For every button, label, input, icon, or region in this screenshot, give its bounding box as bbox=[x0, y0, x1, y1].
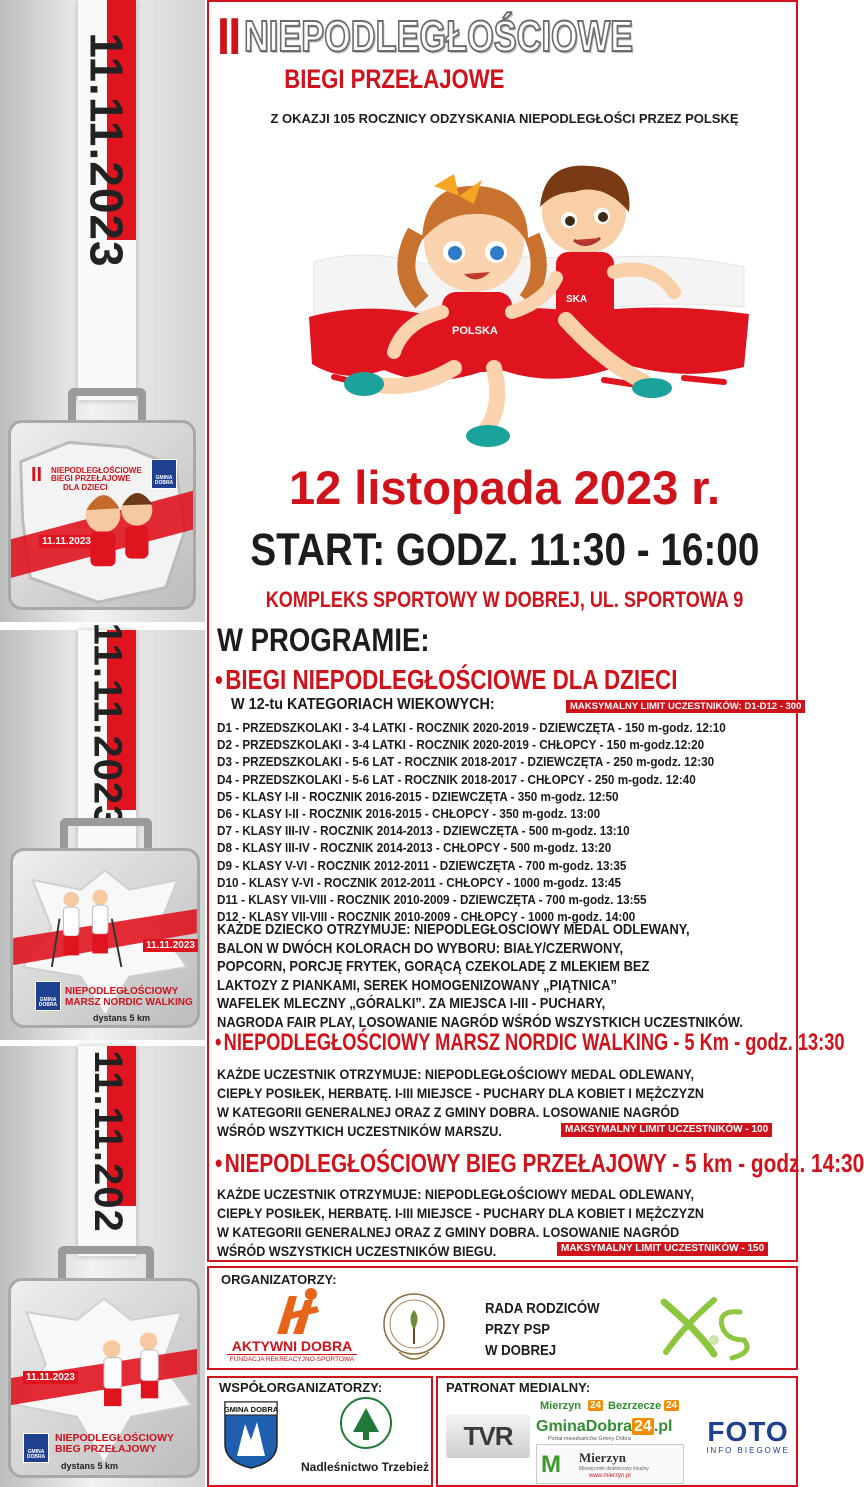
bullet-icon: • bbox=[215, 1148, 223, 1178]
coorganizers-box bbox=[207, 1376, 433, 1487]
svg-text:GMINA DOBRA: GMINA DOBRA bbox=[223, 1405, 279, 1414]
list-item: D11 - KLASY VII-VIII - ROCZNIK 2010-2009 - DZIEWCZĘTA - 700 m-godz. 13:55 bbox=[217, 892, 647, 908]
gmina-crest-icon: GMINA DOBRA bbox=[151, 459, 177, 489]
list-item: D4 - PRZEDSZKOLAKI - 5-6 LAT - ROCZNIK 2018-2017 - CHŁOPCY - 250 m-godz. 12:40 bbox=[217, 771, 696, 787]
aktywni-subtitle: FUNDACJA REKREACYJNO-SPORTOWA bbox=[227, 1354, 357, 1363]
parents-council: RADA RODZICÓW PRZY PSP W DOBREJ bbox=[485, 1300, 600, 1359]
list-item: D12 - KLASY VII-VIII - ROCZNIK 2010-2009 - CHŁOPCY - 1000 m-godz. 14:00 bbox=[217, 909, 636, 925]
aktywni-dobra-logo bbox=[227, 1286, 357, 1366]
aktywni-name: AKTYWNI DOBRA bbox=[231, 1338, 353, 1354]
program-heading: W PROGRAMIE: bbox=[217, 622, 430, 658]
gmina-crest-icon: GMINA DOBRA bbox=[35, 981, 61, 1011]
list-item: D3 - PRZEDSZKOLAKI - 5-6 LAT - ROCZNIK 2018-2017 - DZIEWCZĘTA - 250 m-godz. 12:30 bbox=[217, 754, 715, 770]
medal-run-text: NIEPODLEGŁOŚCIOWY BIEG PRZEŁAJOWY bbox=[55, 1432, 175, 1456]
mierzyn24-logo: Mierzyn 24 Bezrzecze 24 bbox=[540, 1400, 678, 1412]
m-letter-icon: M bbox=[541, 1451, 561, 1478]
medal-date: 11.11.2023 bbox=[39, 535, 94, 548]
medal-column bbox=[0, 0, 205, 1487]
list-item: D10 - KLASY V-VI - ROCZNIK 2012-2011 - CHŁOPCY - 1000 m-godz. 13:45 bbox=[217, 874, 622, 890]
page-subtitle: BIEGI PRZEŁAJOWE bbox=[284, 64, 505, 94]
ribbon-date: 11.11.2023 bbox=[81, 32, 133, 268]
medal-panel-run bbox=[0, 1046, 205, 1487]
medal-kids-art bbox=[11, 423, 193, 607]
medal-date: 11.11.2023 bbox=[143, 939, 198, 952]
start-time: START: GODZ. 11:30 - 16:00 bbox=[250, 524, 760, 575]
mierzyn-magazine-logo: M Mierzyn Miesięcznik dzielnicowy lokalny www.mierzyn.pl bbox=[536, 1444, 684, 1484]
gmina-dobra-crest-icon bbox=[223, 1400, 279, 1470]
event-venue: KOMPLEKS SPORTOWY W DOBREJ, UL. SPORTOWA 9 bbox=[265, 587, 744, 612]
coorganizers-label: WSPÓŁORGANIZATORZY: bbox=[219, 1380, 383, 1395]
medal-roman: II bbox=[31, 464, 43, 486]
edition-number: II bbox=[217, 8, 240, 66]
medal-panel-nordic bbox=[0, 622, 205, 1040]
run-limit-badge: MAKSYMALNY LIMIT UCZESTNIKÓW - 150 bbox=[557, 1242, 768, 1256]
title-line bbox=[217, 8, 743, 66]
ribbon-date: 11.11.2023 bbox=[85, 622, 130, 828]
organizers-box bbox=[207, 1266, 798, 1370]
xs-club-logo bbox=[644, 1292, 754, 1362]
event-date: 12 listopada 2023 r. bbox=[288, 461, 721, 514]
gminadobra24-logo: GminaDobra 24 .pl bbox=[536, 1418, 673, 1435]
shirt-text-boy: SKA bbox=[566, 294, 588, 305]
gminadobra24-subtitle: Portal mieszkańców Gminy Dobra bbox=[548, 1436, 631, 1442]
list-item: D9 - KLASY V-VI - ROCZNIK 2012-2011 - DZIEWCZĘTA - 700 m-godz. 13:35 bbox=[217, 857, 627, 873]
nordic-prize-text: KAŻDE UCZESTNIK OTRZYMUJE: NIEPODLEGŁOŚCIOWY MEDAL ODLEWANY, CIEPŁY POSIŁEK, HERBATĘ. I-III MIEJSCE - PUCHARY DLA KOBIET I MĘŻCZYZN W KATEGORII GENERALNEJ ORAZ Z GMINY DOBRA. LOSOWANIE NAGRÓD WŚRÓD WSZYTKICH UCZESTNIKÓW MARSZU. bbox=[217, 1066, 705, 1139]
school-seal-icon bbox=[379, 1288, 449, 1368]
bullet-icon: • bbox=[215, 664, 223, 695]
running-kids-illustration bbox=[304, 152, 754, 457]
media-label: PATRONAT MEDIALNY: bbox=[446, 1380, 591, 1395]
runner-icon bbox=[227, 1286, 357, 1338]
list-item: D6 - KLASY I-II - ROCZNIK 2016-2015 - CHŁOPCY - 350 m-godz. 13:00 bbox=[217, 806, 601, 822]
bullet-icon: • bbox=[215, 1029, 222, 1056]
medal-nordic bbox=[10, 848, 200, 1028]
page-title: NIEPODLEGŁOŚCIOWE bbox=[243, 12, 633, 61]
nordic-section-heading: •NIEPODLEGŁOŚCIOWY MARSZ NORDIC WALKING - 5 Km - godz. 13:30 bbox=[215, 1029, 845, 1056]
lasy-panstwowe-logo bbox=[339, 1396, 393, 1450]
list-item: D1 - PRZEDSZKOLAKI - 3-4 LATKI - ROCZNIK 2020-2019 - DZIEWCZĘTA - 150 m-godz. 12:10 bbox=[217, 720, 726, 735]
kids-limit-badge: MAKSYMALNY LIMIT UCZESTNIKÓW: D1-D12 - 300 bbox=[566, 700, 805, 713]
medal-date: 11.11.2023 bbox=[23, 1371, 78, 1384]
nadlesnictwo-label: Nadleśnictwo Trzebież bbox=[301, 1460, 430, 1474]
medal-kids-text: NIEPODLEGŁOŚCIOWE BIEGI PRZEŁAJOWE DLA DZIECI bbox=[51, 466, 142, 492]
medal-run bbox=[8, 1278, 200, 1478]
list-item: D2 - PRZEDSZKOLAKI - 3-4 LATKI - ROCZNIK 2020-2019 - CHŁOPCY - 150 m-godz.12:20 bbox=[217, 737, 705, 753]
poster-main bbox=[207, 0, 864, 1487]
medal-distance: dystans 5 km bbox=[93, 1013, 151, 1023]
organizers-label: ORGANIZATORZY: bbox=[221, 1272, 337, 1287]
kids-section-subheading: W 12-tu KATEGORIACH WIEKOWYCH: bbox=[231, 696, 495, 713]
medal-distance: dystans 5 km bbox=[61, 1461, 119, 1471]
list-item: D7 - KLASY III-IV - ROCZNIK 2014-2013 - DZIEWCZĘTA - 500 m-godz. 13:10 bbox=[217, 823, 630, 839]
content-frame bbox=[207, 0, 864, 1262]
occasion-text: Z OKAZJI 105 ROCZNICY ODZYSKANIA NIEPODLEGŁOŚCI PRZEZ POLSKĘ bbox=[270, 111, 739, 126]
medal-panel-kids bbox=[0, 0, 205, 622]
medal-kids bbox=[8, 420, 196, 610]
media-patronage-box bbox=[436, 1376, 798, 1487]
gmina-crest-icon: GMINA DOBRA bbox=[23, 1433, 49, 1463]
list-item: D8 - KLASY III-IV - ROCZNIK 2014-2013 - CHŁOPCY - 500 m-godz. 13:20 bbox=[217, 840, 612, 856]
category-list bbox=[217, 719, 797, 925]
ribbon-date: 11.11.202 bbox=[85, 1049, 130, 1233]
run-prize-text: KAŻDE UCZESTNIK OTRZYMUJE: NIEPODLEGŁOŚCIOWY MEDAL ODLEWANY, CIEPŁY POSIŁEK, HERBATĘ. I-III MIEJSCE - PUCHARY DLA KOBIET I MĘŻCZYZN W KATEGORII GENERALNEJ ORAZ Z GMINY DOBRA. LOSOWANIE NAGRÓD WŚRÓD WSZYSTKICH UCZESTNIKÓW BIEGU. bbox=[217, 1186, 705, 1259]
foto-info-biegowe-logo: FOTO INFO BIEGOWE bbox=[706, 1416, 790, 1455]
run-section-heading: •NIEPODLEGŁOŚCIOWY BIEG PRZEŁAJOWY - 5 km - godz. 14:30 bbox=[215, 1148, 864, 1178]
kids-prize-text: KAŻDE DZIECKO OTRZYMUJE: NIEPODLEGŁOŚCIOWY MEDAL ODLEWANY, BALON W DWÓCH KOLORACH DO WYBORU: BIAŁY/CZERWONY, POPCORN, PORCJĘ FRYTEK, GORĄCĄ CZEKOLADĘ Z MLEKIEM BEZ LAKTOZY Z PIANKAMI, SEREK HOMOGENIZOWANY „PIĄTNICA” WAFELEK MLECZNY „GÓRALKI”. ZA MIEJSCA I-III - PUCHARY, NAGRODA FAIR PLAY, LOSOWANIE NAGRÓD WŚRÓD WSZYSTKICH UCZESTNIKÓW. bbox=[217, 921, 743, 1031]
medal-nordic-text: NIEPODLEGŁOŚCIOWY MARSZ NORDIC WALKING bbox=[65, 986, 193, 1008]
shirt-text-girl: POLSKA bbox=[452, 325, 498, 337]
list-item: D5 - KLASY I-II - ROCZNIK 2016-2015 - DZIEWCZĘTA - 350 m-godz. 12:50 bbox=[217, 788, 619, 804]
nordic-limit-badge: MAKSYMALNY LIMIT UCZESTNIKÓW - 100 bbox=[561, 1123, 772, 1137]
tvr-logo: TVR bbox=[446, 1414, 530, 1458]
kids-section-heading: •BIEGI NIEPODLEGŁOŚCIOWE DLA DZIECI bbox=[215, 664, 678, 695]
